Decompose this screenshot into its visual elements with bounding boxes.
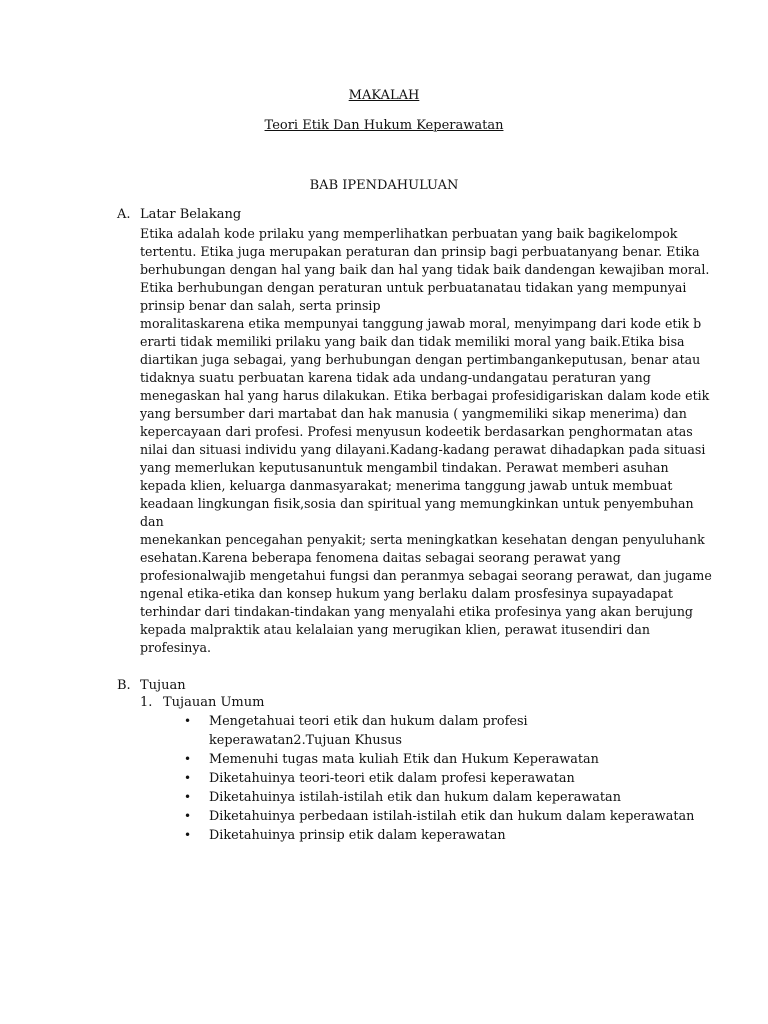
paragraph-line: terhindar dari tindakan-tindakan yang menyalahi etika profesinya yang akan berujung: [140, 604, 693, 619]
bullet-icon: •: [184, 828, 192, 842]
bullet-icon: •: [184, 714, 192, 728]
section-a-letter: A.: [117, 207, 131, 222]
list-item-text: Diketahuinya prinsip etik dalam keperawatan: [209, 828, 506, 843]
paragraph-line: yang bersumber dari martabat dan hak manusia ( yangmemiliki sikap menerima) dan: [140, 406, 687, 421]
list-item: [182, 826, 682, 845]
paragraph-line: yang memerlukan keputusanuntuk mengambil tindakan. Perawat memberi asuhan: [140, 460, 669, 475]
subsection-number: 1.: [140, 695, 153, 710]
paragraph-line: keadaan lingkungan fisik,sosia dan spiritual yang memungkinkan untuk penyembuhan: [140, 496, 694, 511]
list-item-text: Diketahuinya istilah-istilah etik dan hukum dalam keperawatan: [209, 790, 621, 805]
list-item: [182, 712, 682, 750]
list-item-text: keperawatan2.Tujuan Khusus: [209, 733, 402, 748]
paragraph-line: erarti tidak memiliki prilaku yang baik dan tidak memiliki moral yang baik.Etika bisa: [140, 334, 685, 349]
list-item-text: Memenuhi tugas mata kuliah Etik dan Hukum Keperawatan: [209, 752, 599, 767]
bullet-icon: •: [184, 752, 192, 766]
bullet-list: [182, 712, 695, 845]
paragraph-line: moralitaskarena etika mempunyai tanggung jawab moral, menyimpang dari kode etik b: [140, 316, 702, 331]
paragraph-line: berhubungan dengan hal yang baik dan hal yang tidak baik dandengan kewajiban moral.: [140, 262, 710, 277]
paragraph-line: kepada malpraktik atau kelalaian yang merugikan klien, perawat itusendiri dan: [140, 622, 651, 637]
list-item: [182, 807, 695, 826]
paragraph-line: kepercayaan dari profesi. Profesi menyusun kodeetik berdasarkan penghormatan atas: [140, 424, 693, 439]
list-item: [182, 769, 682, 788]
paragraph-line: nilai dan situasi individu yang dilayani.Kadang-kadang perawat dihadapkan pada situasi: [140, 442, 706, 457]
list-item: [182, 788, 682, 807]
paragraph-line: kepada klien, keluarga danmasyarakat; menerima tanggung jawab untuk membuat: [140, 478, 673, 493]
bullet-icon: •: [184, 771, 192, 785]
section-b-title: Tujuan: [140, 678, 186, 693]
section-a-title: Latar Belakang: [140, 207, 242, 222]
list-item-text: Diketahuinya teori-teori etik dalam profesi keperawatan: [209, 771, 575, 786]
paragraph-line: tidaknya suatu perbuatan karena tidak ada undang-undangatau peraturan yang: [140, 370, 651, 385]
paragraph-line: ngenal etika-etika dan konsep hukum yang berlaku dalam prosfesinya supayadapat: [140, 586, 673, 601]
section-b-letter: B.: [117, 678, 131, 693]
paragraph-line: menegaskan hal yang harus dilakukan. Etika berbagai profesidigariskan dalam kode etik: [140, 388, 710, 403]
paragraph-line: prinsip benar dan salah, serta prinsip: [140, 298, 381, 313]
list-item-text: Mengetahuai teori etik dan hukum dalam profesi: [209, 714, 528, 729]
document-subtitle: Teori Etik Dan Hukum Keperawatan: [264, 118, 504, 133]
bullet-icon: •: [184, 809, 192, 823]
section-a-paragraph: [140, 225, 712, 657]
paragraph-line: profesionalwajib mengetahui fungsi dan peranmya sebagai seorang perawat, dan jugame: [140, 568, 712, 583]
list-item-text: Diketahuinya perbedaan istilah-istilah etik dan hukum dalam keperawatan: [209, 809, 695, 824]
paragraph-line: profesinya.: [140, 640, 212, 655]
document-title: MAKALAH: [348, 88, 420, 103]
bullet-icon: •: [184, 790, 192, 804]
paragraph-line: tertentu. Etika juga merupakan peraturan dan prinsip bagi perbuatanyang benar. Etika: [140, 244, 700, 259]
paragraph-line: menekankan pencegahan penyakit; serta meningkatkan kesehatan dengan penyuluhank: [140, 532, 705, 547]
list-item: [182, 750, 682, 769]
paragraph-line: Etika adalah kode prilaku yang memperlihatkan perbuatan yang baik bagikelompok: [140, 226, 678, 241]
paragraph-line: Etika berhubungan dengan peraturan untuk perbuatanatau tidakan yang mempunyai: [140, 280, 687, 295]
paragraph-line: dan: [140, 514, 164, 529]
paragraph-line: diartikan juga sebagai, yang berhubungan dengan pertimbangankeputusan, benar atau: [140, 352, 701, 367]
chapter-heading: BAB IPENDAHULUAN: [309, 178, 459, 193]
subsection-title: Tujauan Umum: [163, 695, 265, 710]
paragraph-line: esehatan.Karena beberapa fenomena daitas sebagai seorang perawat yang: [140, 550, 621, 565]
